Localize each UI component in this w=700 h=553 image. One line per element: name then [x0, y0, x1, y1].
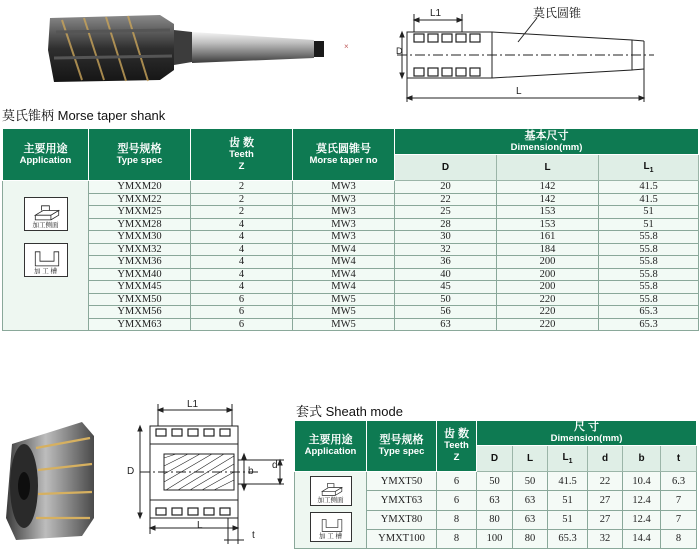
d-cell: 50 [395, 293, 497, 306]
application-icons [295, 472, 367, 549]
teeth-cell: 4 [191, 218, 293, 231]
l-cell: 63 [513, 491, 548, 510]
type-cell: YMXT63 [367, 491, 437, 510]
table-row [3, 193, 699, 206]
section1-title: 莫氏锥柄 Morse taper shank [2, 108, 166, 123]
morse-cell: MW4 [293, 281, 395, 294]
morse-taper-reamer-photo [42, 10, 327, 85]
b-cell: 10.4 [623, 472, 661, 491]
col-application-header: 主要用途 Application [3, 129, 89, 181]
type-cell: YMXM32 [89, 243, 191, 256]
teeth-cell: 4 [191, 243, 293, 256]
t-cell: 7 [661, 510, 697, 529]
d-cell: 32 [395, 243, 497, 256]
l-cell: 142 [497, 193, 599, 206]
teeth-cell: 4 [191, 256, 293, 269]
sheath-technical-drawing [120, 396, 288, 548]
morse-cell: MW3 [293, 181, 395, 194]
l1-cell: 41.5 [599, 181, 699, 194]
teeth-cell: 2 [191, 193, 293, 206]
table-row [3, 206, 699, 219]
d-cell: 63 [395, 318, 497, 331]
teeth-cell: 8 [437, 529, 477, 548]
type-cell: YMXM56 [89, 306, 191, 319]
d-cell: 22 [395, 193, 497, 206]
table-row [295, 472, 697, 491]
application-icon-group [3, 181, 88, 277]
application-icons [3, 181, 89, 331]
sheath-dim-l-label: L [197, 520, 203, 531]
icon-caption: 加 工 槽 [318, 533, 343, 540]
l1-cell: 55.8 [599, 293, 699, 306]
ds-cell: 32 [588, 529, 623, 548]
d-cell: 25 [395, 206, 497, 219]
t2-col-application-header: 主要用途 Application [295, 421, 367, 472]
l1-cell: 51 [599, 206, 699, 219]
l-cell: 153 [497, 206, 599, 219]
icon-caption: 加工侧面 [317, 497, 344, 504]
section2-title: 套式 Sheath mode [296, 404, 403, 419]
l-cell: 200 [497, 281, 599, 294]
cone-label: 莫氏圆锥 [533, 6, 582, 20]
col-dimension-header: 基本尺寸 Dimension(mm) [395, 129, 699, 155]
type-cell: YMXM40 [89, 268, 191, 281]
teeth-cell: 6 [437, 491, 477, 510]
teeth-cell: 6 [191, 318, 293, 331]
l-cell: 220 [497, 306, 599, 319]
l1-cell: 51 [548, 510, 588, 529]
d-cell: 100 [477, 529, 513, 548]
l1-cell: 51 [548, 491, 588, 510]
d-cell: 63 [477, 491, 513, 510]
d-cell: 56 [395, 306, 497, 319]
l-cell: 220 [497, 293, 599, 306]
col-morse-header: 莫氏圆锥号 Morse taper no [293, 129, 395, 181]
ds-cell: 27 [588, 491, 623, 510]
teeth-cell: 4 [191, 281, 293, 294]
l1-cell: 65.3 [548, 529, 588, 548]
sheath-dim-d-small-label: d [272, 460, 278, 471]
morse-cell: MW3 [293, 193, 395, 206]
teeth-cell: 2 [191, 206, 293, 219]
teeth-cell: 4 [191, 268, 293, 281]
table-row [3, 318, 699, 331]
l-cell: 142 [497, 181, 599, 194]
type-cell: YMXM36 [89, 256, 191, 269]
type-cell: YMXM45 [89, 281, 191, 294]
t2-col-type-header: 型号规格 Type spec [367, 421, 437, 472]
t2-col-d-header: D [477, 446, 513, 472]
col-l1-header: $L_1$ [599, 155, 699, 181]
table-row [3, 218, 699, 231]
morse-taper-spec-table [2, 128, 699, 331]
morse-cell: MW3 [293, 218, 395, 231]
type-cell: YMXT50 [367, 472, 437, 491]
application-icon-group [295, 472, 366, 542]
teeth-cell: 4 [191, 231, 293, 244]
col-teeth-header: 齿 数 Teeth Z [191, 129, 293, 181]
sheath-dim-d-label: D [127, 466, 135, 477]
type-cell: YMXT80 [367, 510, 437, 529]
table-row [3, 281, 699, 294]
l1-cell: 55.8 [599, 256, 699, 269]
b-cell: 14.4 [623, 529, 661, 548]
type-cell: YMXM22 [89, 193, 191, 206]
l1-cell: 41.5 [548, 472, 588, 491]
ds-cell: 22 [588, 472, 623, 491]
b-cell: 12.4 [623, 510, 661, 529]
t-cell: 8 [661, 529, 697, 548]
d-cell: 50 [477, 472, 513, 491]
icon-caption: 加工侧面 [32, 222, 59, 229]
l-cell: 63 [513, 510, 548, 529]
b-cell: 12.4 [623, 491, 661, 510]
l1-cell: 55.8 [599, 231, 699, 244]
teeth-cell: 6 [191, 306, 293, 319]
l-cell: 200 [497, 256, 599, 269]
col-l-header: L [497, 155, 599, 181]
t2-col-dimension-header: 尺 寸 Dimension(mm) [477, 421, 697, 446]
l1-cell: 55.8 [599, 268, 699, 281]
side-machining-icon [24, 197, 68, 231]
d-cell: 80 [477, 510, 513, 529]
d-cell: 36 [395, 256, 497, 269]
l-cell: 153 [497, 218, 599, 231]
morse-cell: MW4 [293, 268, 395, 281]
separator-mark: × [344, 42, 349, 51]
t-cell: 7 [661, 491, 697, 510]
type-cell: YMXM28 [89, 218, 191, 231]
d-cell: 30 [395, 231, 497, 244]
t2-col-ds-header: d [588, 446, 623, 472]
dim-d-label: D [396, 46, 403, 56]
type-cell: YMXM30 [89, 231, 191, 244]
t2-col-b-header: b [623, 446, 661, 472]
l-cell: 80 [513, 529, 548, 548]
morse-cell: MW3 [293, 231, 395, 244]
teeth-cell: 8 [437, 510, 477, 529]
l-cell: 161 [497, 231, 599, 244]
l-cell: 184 [497, 243, 599, 256]
t-cell: 6.3 [661, 472, 697, 491]
t2-col-l-header: L [513, 446, 548, 472]
dim-l1-label: L1 [430, 8, 442, 19]
sheath-dim-t-label: t [252, 530, 255, 541]
type-cell: YMXM50 [89, 293, 191, 306]
l1-cell: 41.5 [599, 193, 699, 206]
dim-l-label: L [516, 86, 522, 97]
teeth-cell: 6 [437, 472, 477, 491]
morse-cell: MW5 [293, 306, 395, 319]
l1-cell: 55.8 [599, 281, 699, 294]
side-machining-icon [310, 476, 352, 506]
table-row [3, 181, 699, 194]
teeth-cell: 2 [191, 181, 293, 194]
morse-cell: MW3 [293, 206, 395, 219]
type-cell: YMXM63 [89, 318, 191, 331]
icon-caption: 加 工 槽 [33, 268, 58, 275]
d-cell: 20 [395, 181, 497, 194]
table-row [3, 231, 699, 244]
sheath-dim-l1-label: L1 [187, 399, 199, 410]
morse-cell: MW4 [293, 256, 395, 269]
l-cell: 50 [513, 472, 548, 491]
l1-cell: 65.3 [599, 318, 699, 331]
ds-cell: 27 [588, 510, 623, 529]
l-cell: 200 [497, 268, 599, 281]
l1-cell: 51 [599, 218, 699, 231]
sheath-dim-b-label: b [248, 466, 254, 477]
d-cell: 40 [395, 268, 497, 281]
table-row [3, 293, 699, 306]
slot-machining-icon [24, 243, 68, 277]
morse-cell: MW4 [293, 243, 395, 256]
table-row [3, 256, 699, 269]
t2-col-teeth-header: 齿 数 Teeth Z [437, 421, 477, 472]
d-cell: 28 [395, 218, 497, 231]
t2-col-l1-header: $L_1$ [548, 446, 588, 472]
sheath-spec-table [294, 420, 697, 549]
col-d-header: D [395, 155, 497, 181]
sheath-reamer-photo [2, 414, 98, 546]
teeth-cell: 6 [191, 293, 293, 306]
morse-cell: MW5 [293, 293, 395, 306]
table-row [3, 306, 699, 319]
t2-col-t-header: t [661, 446, 697, 472]
col-type-header: 型号规格 Type spec [89, 129, 191, 181]
type-cell: YMXM25 [89, 206, 191, 219]
l1-cell: 65.3 [599, 306, 699, 319]
type-cell: YMXM20 [89, 181, 191, 194]
d-cell: 45 [395, 281, 497, 294]
morse-cell: MW5 [293, 318, 395, 331]
slot-machining-icon [310, 512, 352, 542]
type-cell: YMXT100 [367, 529, 437, 548]
l-cell: 220 [497, 318, 599, 331]
table-row [3, 243, 699, 256]
l1-cell: 55.8 [599, 243, 699, 256]
table-row [3, 268, 699, 281]
